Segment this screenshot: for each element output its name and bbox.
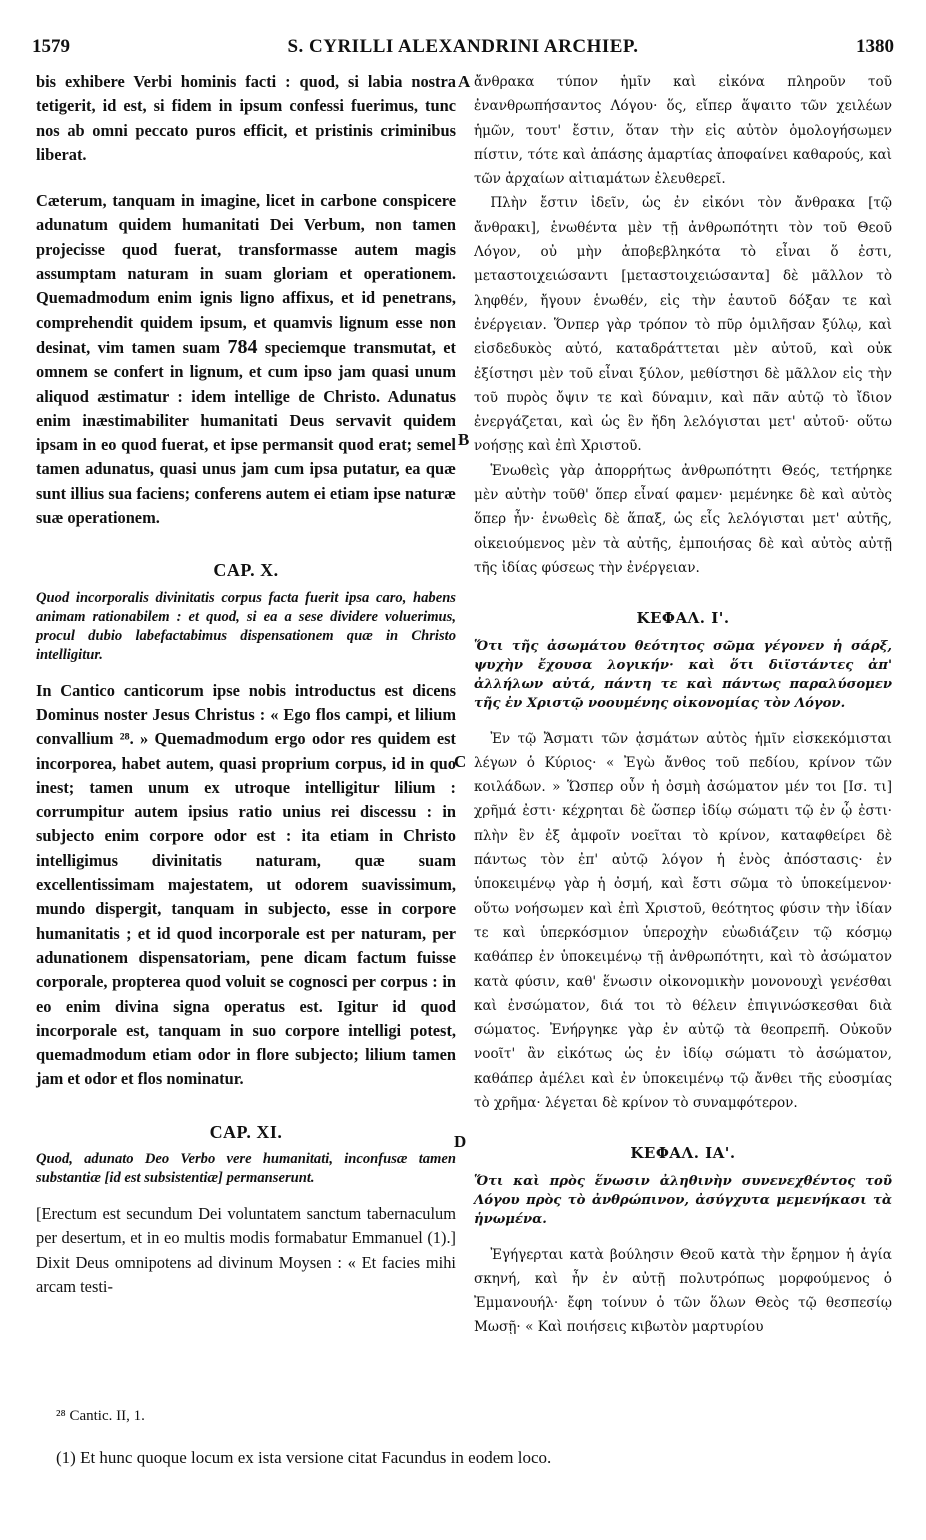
margin-letter-a: A (458, 72, 471, 91)
greek-paragraph-4: Ἐν τῷ Ἄσματι τῶν ᾀσμάτων αὐτὸς ἡμῖν εἰσκεκόμισται λέγων ὁ Κύριος· « Ἐγὼ ἄνθος τοῦ πεδίου, κρίνον τῶν κοιλάδων. » Ὥσπερ οὖν ἡ ὀσμὴ ἀσώματον μέν τοι [Ισ. τι] χρῆμά ἐστι· κέχρηται δὲ ὥσπερ ἰδίῳ σώματι τῷ ἐν ᾧ ἐστι· πλὴν ἓν ἐξ ἀμφοῖν νοεῖται τὸ κρίνον, καταφθείρει δὲ πάντως τὸν ἐπ' αὐτῷ λόγον ἡ ἑνὸς ἀπόστασις· ἐν ὑποκειμένῳ γὰρ ἡ ὀσμή, καὶ ἔστι σῶμα τὸ ὑποκείμενον· οὕτω νοήσωμεν καὶ ἐπὶ Χριστοῦ, θεότητος φύσιν τὴν ἰδίαν τε καὶ ὑπερκόσμιον ὑπεροχὴν εὐωδιάζειν τῷ κόσμῳ καθάπερ ἐν ὑποκειμένῳ τῇ ἀνθρωπότητι, καὶ τὸ ἀσώματον κατὰ φύσιν, καθ' ἕνωσιν οἰκονομικὴν μονονουχὶ γενέσθαι καὶ ἐνσώματον, διά τοι τὸ θέλειν ἐπιγινώσκεσθαι διὰ σώματος. Ἐνήργηκε γὰρ ἐν αὐτῷ τὰ θεοπρεπῆ. Οὐκοῦν νοοῖτ' ἂν εἰκότως ὡς ἐν ἰδίῳ σώματι τὸ ἀσώματον, καθάπερ ἀμέλει καὶ ἐν ὑποκειμένῳ τῷ ἄνθει τῆς εὐοσμίας τὸ χρῆμα· λέγεται δὲ κρίνον τὸ συναμφότερον. (474, 730, 892, 1111)
greek-paragraph-5: Ἐγήγερται κατὰ βούλησιν Θεοῦ κατὰ τὴν ἔρημον ἡ ἁγία σκηνή, καὶ ἦν ἐν αὐτῇ πολυτρόπως μορφούμενος ὁ Ἐμμανουήλ· ἔφη τοίνυν ὁ τῶν ὅλων Θεὸς τῷ θεσπεσίῳ Μωσῇ· « Καὶ ποιήσεις κιβωτὸν μαρτυρίου (474, 1246, 892, 1336)
latin-paragraph-3: In Cantico canticorum ipse nobis introductus est dicens Dominus noster Jesus Christus : « Ego flos campi, et lilium convallium ²⁸. » Quemadmodum ergo odor res quidem est incorporea, habet autem, quasi proprium corpus, id in quo inest; tamen unum ex utroque intelligitur lilium : corrumpitur autem ipsius ratio unius rei discessu : in subjecto enim corpore odor est : ita etiam in Christo intelligimus divinitatis naturam, quæ suam excellentissimam majestatem, ut odorem suavissimum, mundo dispergit, tanquam in subjecto, esse in corpore humanitatis ; et id quod incorporale est per naturam, per adunationem dispensatoriam, pene dicam factum fuisse corporale, propterea quod voluit se cognosci per corpus : in eo enim divina signa operatus est. Igitur id quod incorporale est, tanquam in suo corpore intelligi potest, quemadmodum etiam odor in flore subjecto; lilium tamen jam et odor et flos nominatur. (36, 680, 456, 1089)
running-title: S. CYRILLI ALEXANDRINI ARCHIEP. (287, 36, 639, 57)
margin-letter-c: C (454, 752, 467, 771)
latin-chapter-10-summary: Quod incorporalis divinitatis corpus facta fuerit ipsa caro, habens animam rationabilem : et quod, si ea a sese dividere voluerimus, procul dubio labefactabimus dispensationem quæ in Christo intelligitur. (36, 589, 456, 663)
latin-paragraph-2 (36, 189, 456, 530)
latin-column (36, 70, 456, 1299)
greek-chapter-11-summary: Ὅτι καὶ πρὸς ἕνωσιν ἀληθινὴν συνενεχθέντος τοῦ Λόγου πρὸς τὸ ἀνθρώπινον, ἀσύγχυτα μεμενήκασι τὰ ἡνωμένα. (474, 1173, 892, 1227)
latin-paragraph-1: bis exhibere Verbi hominis facti : quod, si labia nostra tetigerit, id est, si fidem in ipsum confessi fuerimus, tunc nos ab omni peccato puros efficit, et pristinis criminibus liberat. (36, 72, 456, 164)
greek-chapter-10-summary: Ὅτι τῆς ἀσωμάτου θεότητος σῶμα γέγονεν ἡ σάρξ, ψυχὴν ἔχουσα λογικήν· καὶ ὅτι διϊστάντες ἀπ' ἀλλήλων αὐτά, πάντη τε καὶ πάντως παραλύσομεν τῆς ἐν Χριστῷ νοουμένης οἰκονομίας τὸν Λόγον. (474, 638, 892, 711)
latin-paragraph-4: [Erectum est secundum Dei voluntatem sanctum tabernaculum per desertum, et in eo multis modis formabatur Emmanuel (1).] Dixit Deus omnipotens ad divinum Moysen : « Et facies mihi arcam testi- (36, 1203, 456, 1296)
left-page-number: 1579 (32, 36, 70, 57)
latin-paragraph-2b: speciemque transmutat, et omnem se confert in lignum, et cum ipso jam quasi unum aliquod æstimatur : idem intellige de Christo. Adunatus enim inæstimabiliter humanitati Deus servavit quidem ipsam in eo quod fuerat, et ipse permansit quod erat; semel tamen adunatus, quasi unus jam cum ipsa putatur, ea quæ sunt illius sua faciens; conferens autem ei etiam ipse naturæ suæ operationem. (36, 337, 456, 528)
latin-paragraph-2a: Cæterum, tanquam in imagine, licet in carbone conspicere adunatum quidem humanitati Dei Verbum, non tamen projecisse quod fuerat, transformasse autem magis assumptam naturam in suam gloriam et operationem. Quemadmodum enim ignis ligno affixus, et id penetrans, comprehendit quidem ipsum, et quamvis lignum esse non desinat, vim tamen suam (36, 191, 456, 357)
page-marker: 784 (227, 335, 258, 358)
greek-chapter-10-heading: ΚΕΦΑΛ. Ι'. (636, 609, 730, 628)
greek-chapter-11-heading: ΚΕΦΑΛ. ΙΑ'. (630, 1144, 736, 1163)
latin-chapter-10-heading: CAP. X. (213, 560, 279, 581)
footnote-28: ²⁸ Cantic. II, 1. (56, 1408, 145, 1424)
latin-chapter-11-summary: Quod, adunato Deo Verbo vere humanitati, inconfusæ tamen substantiæ [id est subsistentiæ] permanserunt. (36, 1150, 456, 1186)
greek-paragraph-1: ἄνθρακα τύπον ἡμῖν καὶ εἰκόνα πληροῦν τοῦ ἐνανθρωπήσαντος Λόγου· ὅς, εἴπερ ἅψαιτο τῶν χειλέων ἡμῶν, τουτ' ἔστιν, ὅταν τὴν εἰς αὐτὸν ὁμολογήσωμεν πίστιν, τότε καὶ ἁπάσης ἁμαρτίας ἀποφαίνει καθαρούς, καὶ τῶν ἀρχαίων αἰτιαμάτων ἐλευθερεῖ. (474, 74, 892, 188)
greek-paragraph-2: Πλὴν ἔστιν ἰδεῖν, ὡς ἐν εἰκόνι τὸν ἄνθρακα [τῷ ἄνθρακι], ἑνωθέντα μὲν τῇ ἀνθρωπότητι τὸν τοῦ Θεοῦ Λόγον, οὐ μὴν ἀποβεβληκότα τὸ εἶναι ὅ ἐστι, μεταστοιχειώσαντι [μεταστοιχειώσαντα] δὲ μᾶλλον τὸ ληφθέν, ἤγουν ἑνωθέν, εἰς τὴν ἑαυτοῦ δόξαν τε καὶ ἐνέργειαν. Ὅνπερ γὰρ τρόπον τὸ πῦρ ὁμιλῆσαν ξύλῳ, καὶ εἰσδεδυκὸς αὐτό, καταδράττεται μὲν αὐτοῦ, καὶ οὐκ ἐξίστησι μὲν τοῦ εἶναι ξύλον, μεθίστησι δὲ μᾶλλον εἰς τὴν τοῦ πυρὸς ὄψιν τε καὶ δύναμιν, καὶ πᾶν αὐτῷ τὸ ἴδιον ἐνεργάζεται, καὶ ὡς ἓν ἤδη λελόγισται μετ' αὐτοῦ· οὕτω νοήσῃς καὶ ἐπὶ Χριστοῦ. (474, 195, 892, 455)
margin-letter-b: B (458, 430, 470, 449)
greek-paragraph-3: Ἑνωθεὶς γὰρ ἀπορρήτως ἀνθρωπότητι Θεός, τετήρηκε μὲν αὐτὴν τοῦθ' ὅπερ εἶναί φαμεν· μεμένηκε δὲ καὶ αὐτὸς ὅπερ ἦν· ἑνωθεὶς δὲ ἅπαξ, ὡς εἷς λελόγισται μετ' αὐτῆς, οἰκειούμενος μὲν τὰ αὐτῆς, ἐμποιήσας δὲ καὶ αὐτὸς αὐτῇ τῆς ἰδίας φύσεως τὴν ἐνέργειαν. (474, 462, 892, 576)
footnote-1: (1) Et hunc quoque locum ex ista versione citat Facundus in eodem loco. (56, 1448, 552, 1467)
right-page-number: 1380 (856, 36, 894, 57)
latin-chapter-11-heading: CAP. XI. (209, 1121, 283, 1142)
margin-letter-d: D (454, 1132, 467, 1151)
greek-column (474, 70, 892, 1340)
page-header (32, 36, 894, 64)
